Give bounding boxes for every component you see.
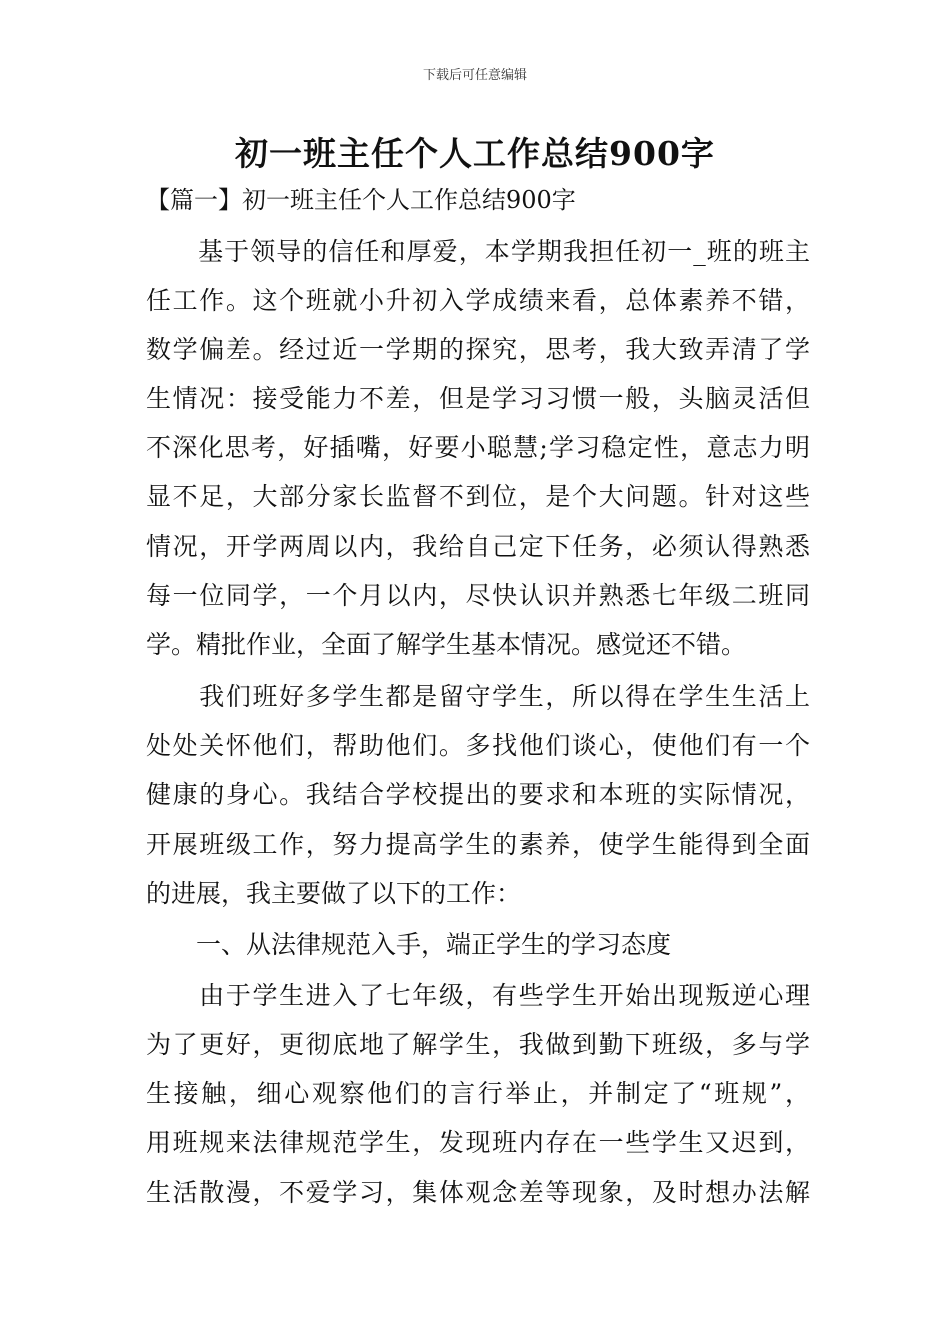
body-line: 的进展，我主要做了以下的工作： (146, 879, 522, 908)
body-line: 任工作。这个班就小升初入学成绩来看，总体素养不错， (146, 286, 810, 315)
body-line: 基于领导的信任和厚爱，本学期我担任初一_班的班主 (146, 237, 810, 266)
section-heading: 【篇一】初一班主任个人工作总结900字 (146, 186, 576, 214)
body-line: 生接触，细心观察他们的言行举止，并制定了“班规”， (146, 1079, 810, 1108)
body-line: 每一位同学，一个月以内，尽快认识并熟悉七年级二班同 (146, 581, 810, 610)
body-line: 显不足，大部分家长监督不到位，是个大问题。针对这些 (146, 482, 810, 511)
body-line: 不深化思考，好插嘴，好要小聪慧;学习稳定性，意志力明 (146, 433, 810, 462)
body-line: 情况，开学两周以内，我给自己定下任务，必须认得熟悉 (146, 532, 810, 561)
body-line: 数学偏差。经过近一学期的探究，思考，我大致弄清了学 (146, 335, 810, 364)
body-line: 开展班级工作，努力提高学生的素养，使学生能得到全面 (146, 830, 810, 859)
body-line: 生情况：接受能力不差，但是学习习惯一般，头脑灵活但 (146, 384, 810, 413)
body-line: 学。精批作业，全面了解学生基本情况。感觉还不错。 (146, 630, 747, 659)
body-line: 一、从法律规范入手，端正学生的学习态度 (146, 930, 672, 959)
body-line: 生活散漫，不爱学习，集体观念差等现象，及时想办法解 (146, 1178, 810, 1207)
body-line: 由于学生进入了七年级，有些学生开始出现叛逆心理 (146, 981, 810, 1010)
body-line: 健康的身心。我结合学校提出的要求和本班的实际情况， (146, 780, 810, 809)
body-line: 为了更好，更彻底地了解学生，我做到勤下班级，多与学 (146, 1030, 810, 1059)
document-title: 初一班主任个人工作总结900字 (235, 134, 715, 173)
body-line: 处处关怀他们，帮助他们。多找他们谈心，使他们有一个 (146, 731, 810, 760)
body-line: 用班规来法律规范学生，发现班内存在一些学生又迟到， (146, 1128, 810, 1157)
header-note: 下载后可任意编辑 (422, 68, 527, 83)
body-line: 我们班好多学生都是留守学生，所以得在学生生活上 (146, 682, 810, 711)
